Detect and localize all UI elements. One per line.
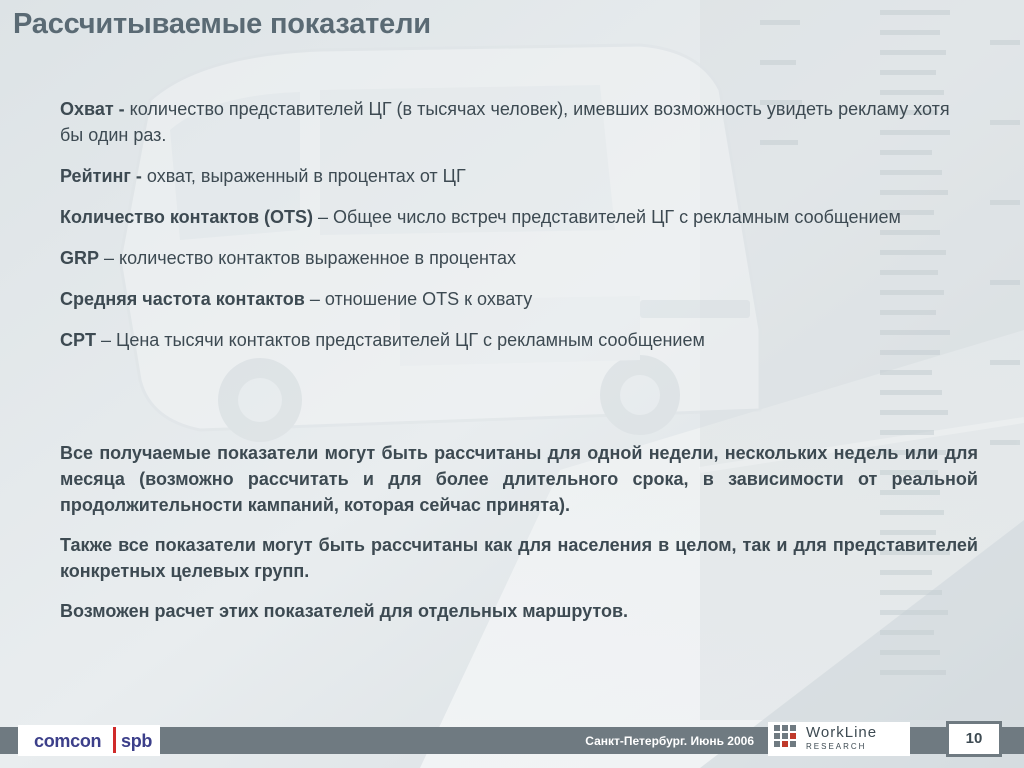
brand-separator (113, 727, 116, 753)
note-paragraph: Также все показатели могут быть рассчитаны как для населения в целом, так и для представителей конкретных целевых групп. (60, 535, 978, 581)
page-number: 10 (946, 721, 1002, 757)
definition-rating (60, 163, 960, 189)
note-paragraph: Все получаемые показатели могут быть рассчитаны для одной недели, нескольких недель или для месяца (возможно рассчитать и для более длительного срока, в зависимости от реальной продолжительности кампаний, которая сейчас принята). (60, 443, 978, 515)
definition-term: CPT (60, 330, 96, 350)
definitions-list (60, 96, 960, 368)
definition-text: – количество контактов выраженное в процентах (99, 248, 516, 268)
note-paragraph: Возможен расчет этих показателей для отдельных маршрутов. (60, 601, 629, 621)
workline-grid-icon (774, 725, 802, 753)
definition-text: – Цена тысячи контактов представителей ЦГ с рекламным сообщением (96, 330, 705, 350)
definition-reach (60, 96, 960, 148)
brand-left-text: comcon (34, 731, 102, 751)
definition-ots (60, 204, 960, 230)
definition-term: Охват - (60, 99, 125, 119)
definition-term: GRP (60, 248, 100, 268)
definition-text: охват, выраженный в процентах от ЦГ (141, 166, 466, 186)
page-title: Рассчитываемые показатели (13, 8, 431, 40)
notes-block (60, 440, 978, 638)
definition-text: – отношение OTS к охвату (304, 289, 533, 309)
definition-cpt (60, 327, 960, 353)
definition-term: Средняя частота контактов (60, 289, 305, 309)
definition-text: – Общее число встреч представителей ЦГ с рекламным сообщением (313, 207, 901, 227)
definition-text: количество представителей ЦГ (в тысячах человек), имевших возможность увидеть рекламу хотя бы один раз. (60, 99, 950, 145)
footer-location-date: Санкт-Петербург. Июнь 2006 (585, 734, 754, 748)
definition-grp (60, 245, 960, 271)
workline-name: WorkLine (806, 724, 878, 741)
definition-frequency (60, 286, 960, 312)
definition-term: Количество контактов (OTS) (60, 207, 314, 227)
brand-right-text: spb (121, 731, 153, 751)
definition-term: Рейтинг - (60, 166, 142, 186)
workline-subtitle: RESEARCH (806, 742, 867, 751)
